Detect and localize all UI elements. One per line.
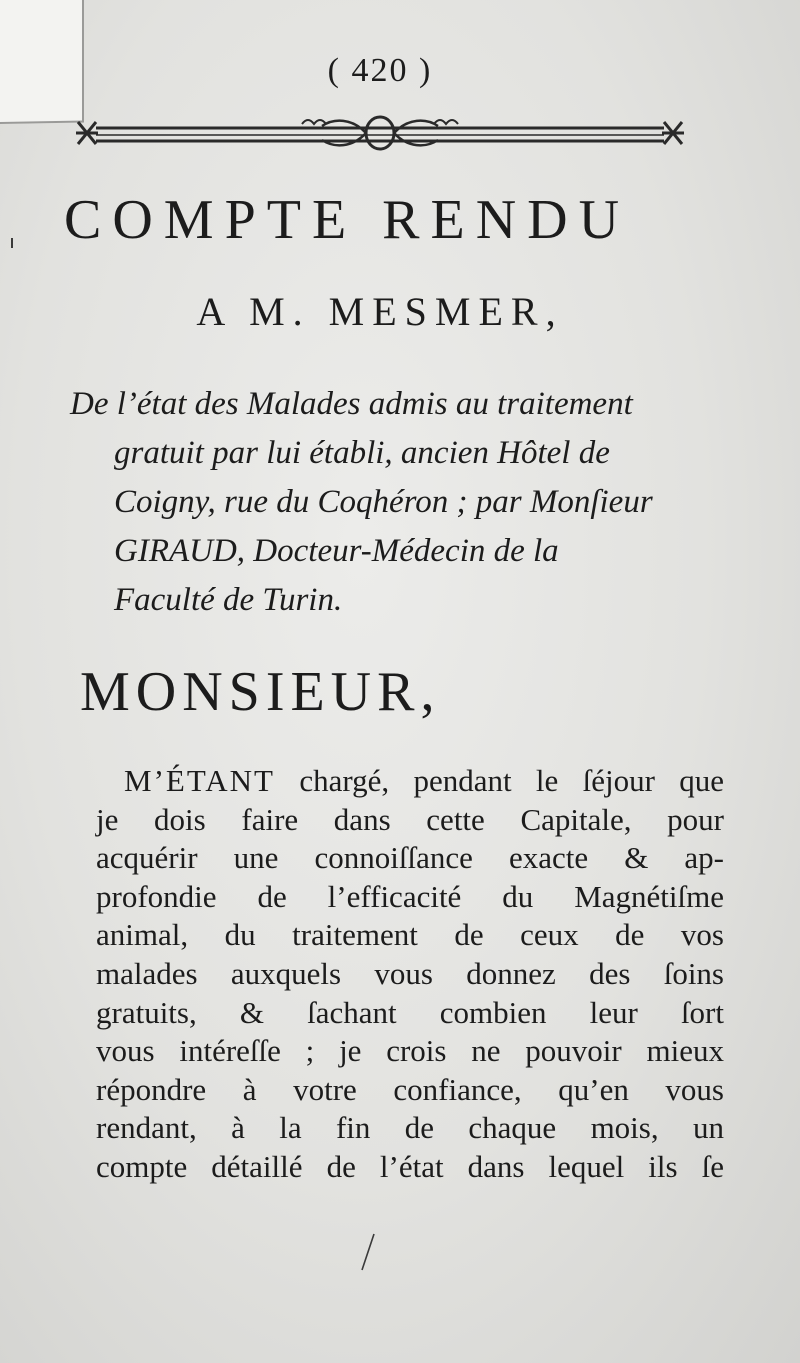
body-line: répondre à votre confiance, qu’en vous	[96, 1071, 724, 1107]
page-number: ( 420 )	[327, 52, 433, 89]
body-line: je dois faire dans cette Capitale, pour	[96, 801, 724, 837]
title-line-2: A M. MESMER,	[196, 289, 564, 334]
body-line: gratuits, & ſachant combien leur ſort	[96, 994, 724, 1030]
subtitle-line: gratuit par lui établi, ancien Hôtel de	[114, 435, 610, 471]
body-opening-rest: chargé, pendant le ſéjour que	[275, 763, 724, 798]
ink-dot-icon	[8, 236, 16, 250]
body-paragraph	[96, 762, 724, 1187]
header-ornament-icon	[72, 108, 688, 158]
body-line: compte détaillé de l’état dans lequel ils ſe	[96, 1148, 724, 1184]
ink-mark-icon	[356, 1232, 380, 1272]
body-line: profondie de l’efficacité du Magnétiſme	[96, 878, 724, 914]
subtitle-block	[70, 380, 720, 625]
body-line: malades auxquels vous donnez des ſoins	[96, 955, 724, 991]
body-line: acquérir une connoiſſance exacte & ap-	[96, 840, 724, 876]
subtitle-line: GIRAUD, Docteur-Médecin de la	[114, 533, 559, 569]
body-line	[96, 762, 724, 801]
title-line-1: COMPTE RENDU	[64, 189, 631, 251]
subtitle-line: De l’état des Malades admis au traitement	[70, 386, 633, 422]
body-opening-word: M’ÉTANT	[124, 763, 275, 798]
subtitle-line: Coigny, rue du Coqhéron ; par Monſieur	[114, 484, 653, 520]
subtitle-line: Faculté de Turin.	[114, 582, 343, 618]
salutation: MONSIEUR,	[80, 661, 441, 723]
body-line: animal, du traitement de ceux de vos	[96, 917, 724, 953]
body-line: vous intéreſſe ; je crois ne pouvoir mieux	[96, 1033, 724, 1069]
body-line: rendant, à la fin de chaque mois, un	[96, 1110, 724, 1146]
